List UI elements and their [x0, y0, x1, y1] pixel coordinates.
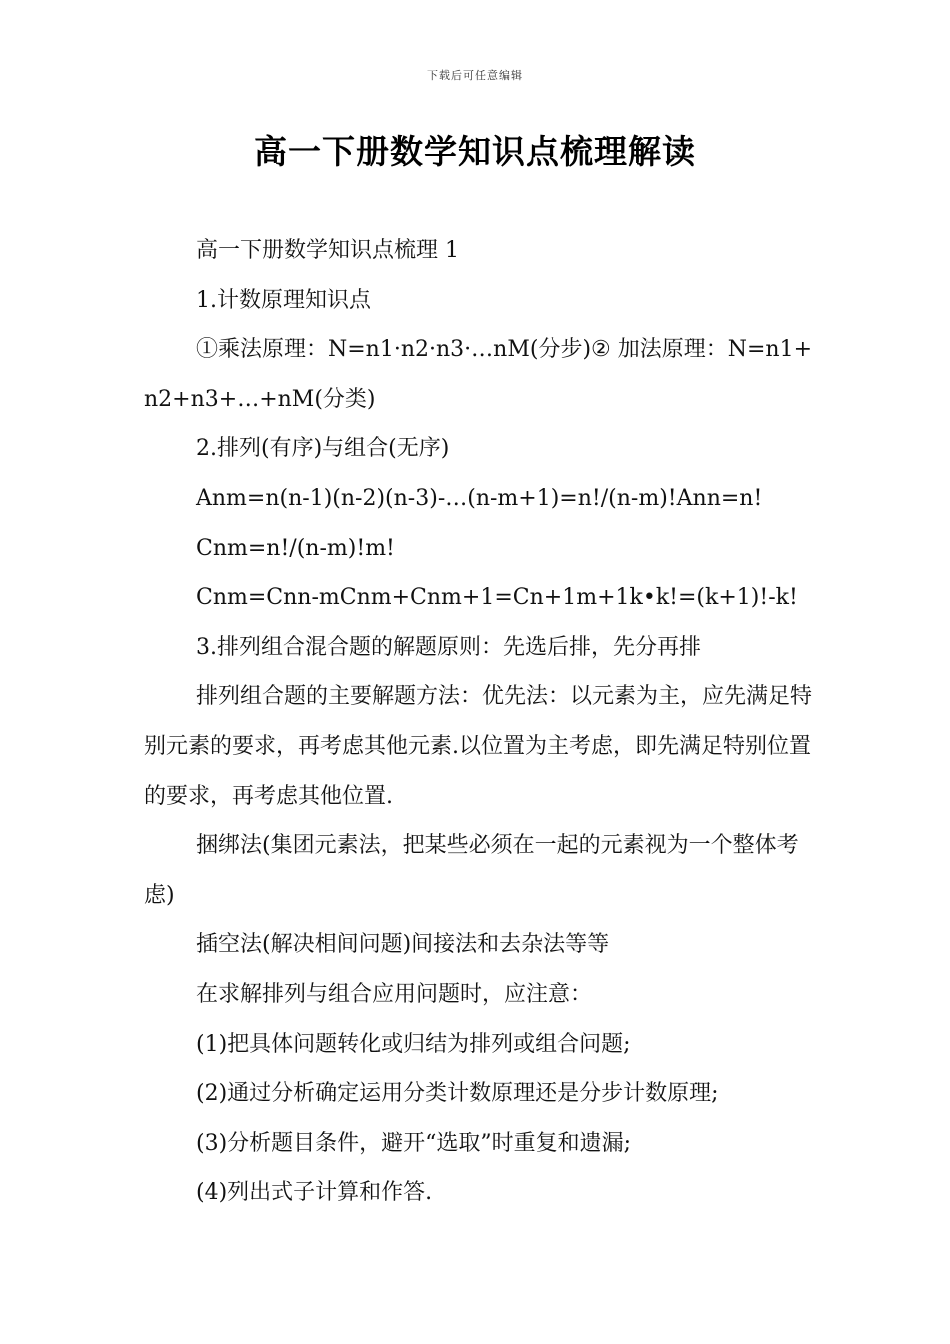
subsection-heading: 3.排列组合混合题的解题原则：先选后排，先分再排 — [196, 634, 701, 660]
list-item: (2)通过分析确定运用分类计数原理还是分步计数原理; — [196, 1081, 719, 1107]
section-heading: 高一下册数学知识点梳理 1 — [196, 238, 459, 263]
list-item: (3)分析题目条件，避开“选取”时重复和遗漏; — [196, 1130, 632, 1156]
document-title: 高一下册数学知识点梳理解读 — [254, 132, 696, 171]
subsection-heading: 2.排列(有序)与组合(无序) — [196, 436, 450, 462]
page-header-note: 下载后可任意编辑 — [427, 69, 523, 82]
list-item: (4)列出式子计算和作答. — [196, 1180, 433, 1206]
paragraph: 捆绑法(集团元素法，把某些必须在一起的元素视为一个整体考虑) — [144, 833, 799, 908]
paragraph: 排列组合题的主要解题方法：优先法：以元素为主，应先满足特别元素的要求，再考虑其他元素.以位置为主考虑，即先满足特别位置的要求，再考虑其他位置. — [144, 684, 813, 809]
formula-line: Cnm=n!/(n-m)!m! — [196, 535, 395, 561]
subsection-heading: 1.计数原理知识点 — [196, 287, 371, 313]
document-body — [144, 226, 820, 1218]
paragraph: 在求解排列与组合应用问题时，应注意： — [196, 981, 593, 1007]
formula-line: Anm=n(n-1)(n-2)(n-3)-…(n-m+1)=n!/(n-m)!Ann=n! — [196, 485, 763, 511]
paragraph: 插空法(解决相间问题)间接法和去杂法等等 — [196, 932, 610, 958]
list-item: (1)把具体问题转化或归结为排列或组合问题; — [196, 1031, 631, 1057]
paragraph: ①乘法原理：N=n1·n2·n3·…nM(分步)② 加法原理：N=n1+n2+n3+…+nM(分类) — [144, 337, 813, 412]
formula-line: Cnm=Cnn-mCnm+Cnm+1=Cn+1m+1k•k!=(k+1)!-k! — [196, 585, 798, 611]
